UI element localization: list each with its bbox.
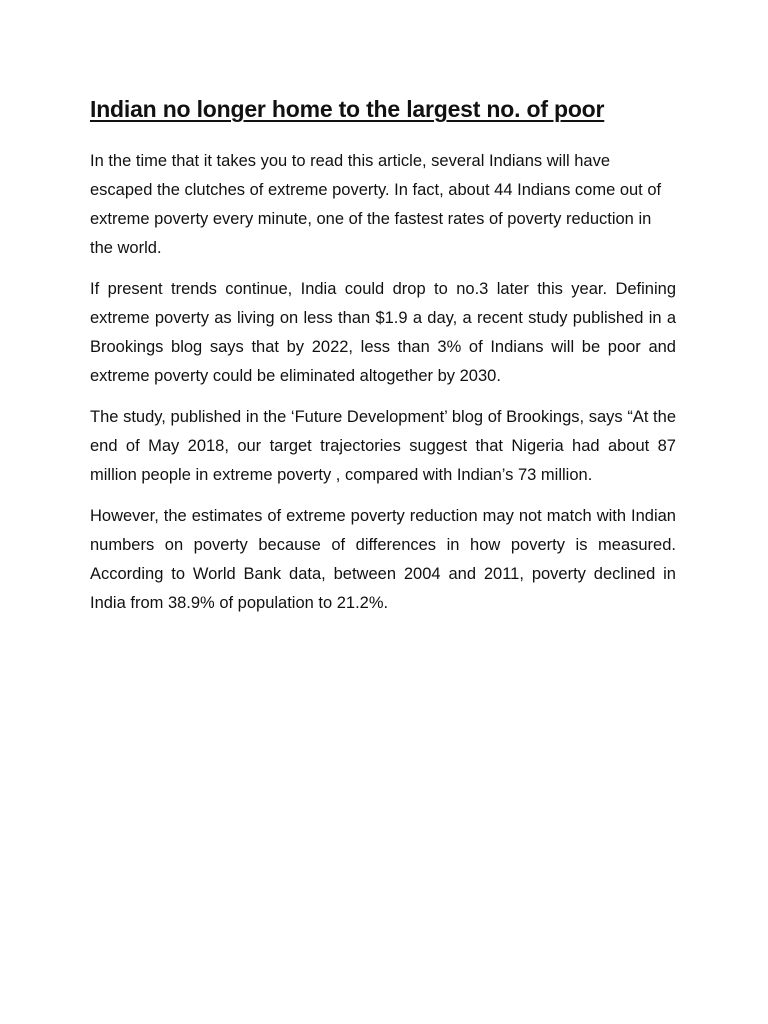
article-content (90, 94, 676, 630)
article-paragraph-3: The study, published in the ‘Future Development’ blog of Brookings, says “At the end of May 2018, our target trajectories suggest that Nigeria had about 87 million people in extreme poverty , compared with Indian’s 73 million. (90, 408, 676, 484)
article-paragraph-2: If present trends continue, India could drop to no.3 later this year. Defining extreme poverty as living on less than $1.9 a day, a recent study published in a Brookings blog says that by 2022, less than 3% of Indians will be poor and extreme poverty could be eliminated altogether by 2030. (90, 280, 676, 385)
article-paragraph-1: In the time that it takes you to read this article, several Indians will have escaped the clutches of extreme poverty. In fact, about 44 Indians come out of extreme poverty every minute, one of the fastest rates of poverty reduction in the world. (90, 152, 662, 257)
article-title: Indian no longer home to the largest no. of poor (90, 96, 605, 122)
article-paragraph-4: However, the estimates of extreme poverty reduction may not match with Indian numbers on poverty because of differences in how poverty is measured. According to World Bank data, between 2004 and 2011, poverty declined in India from 38.9% of population to 21.2%. (90, 507, 676, 612)
